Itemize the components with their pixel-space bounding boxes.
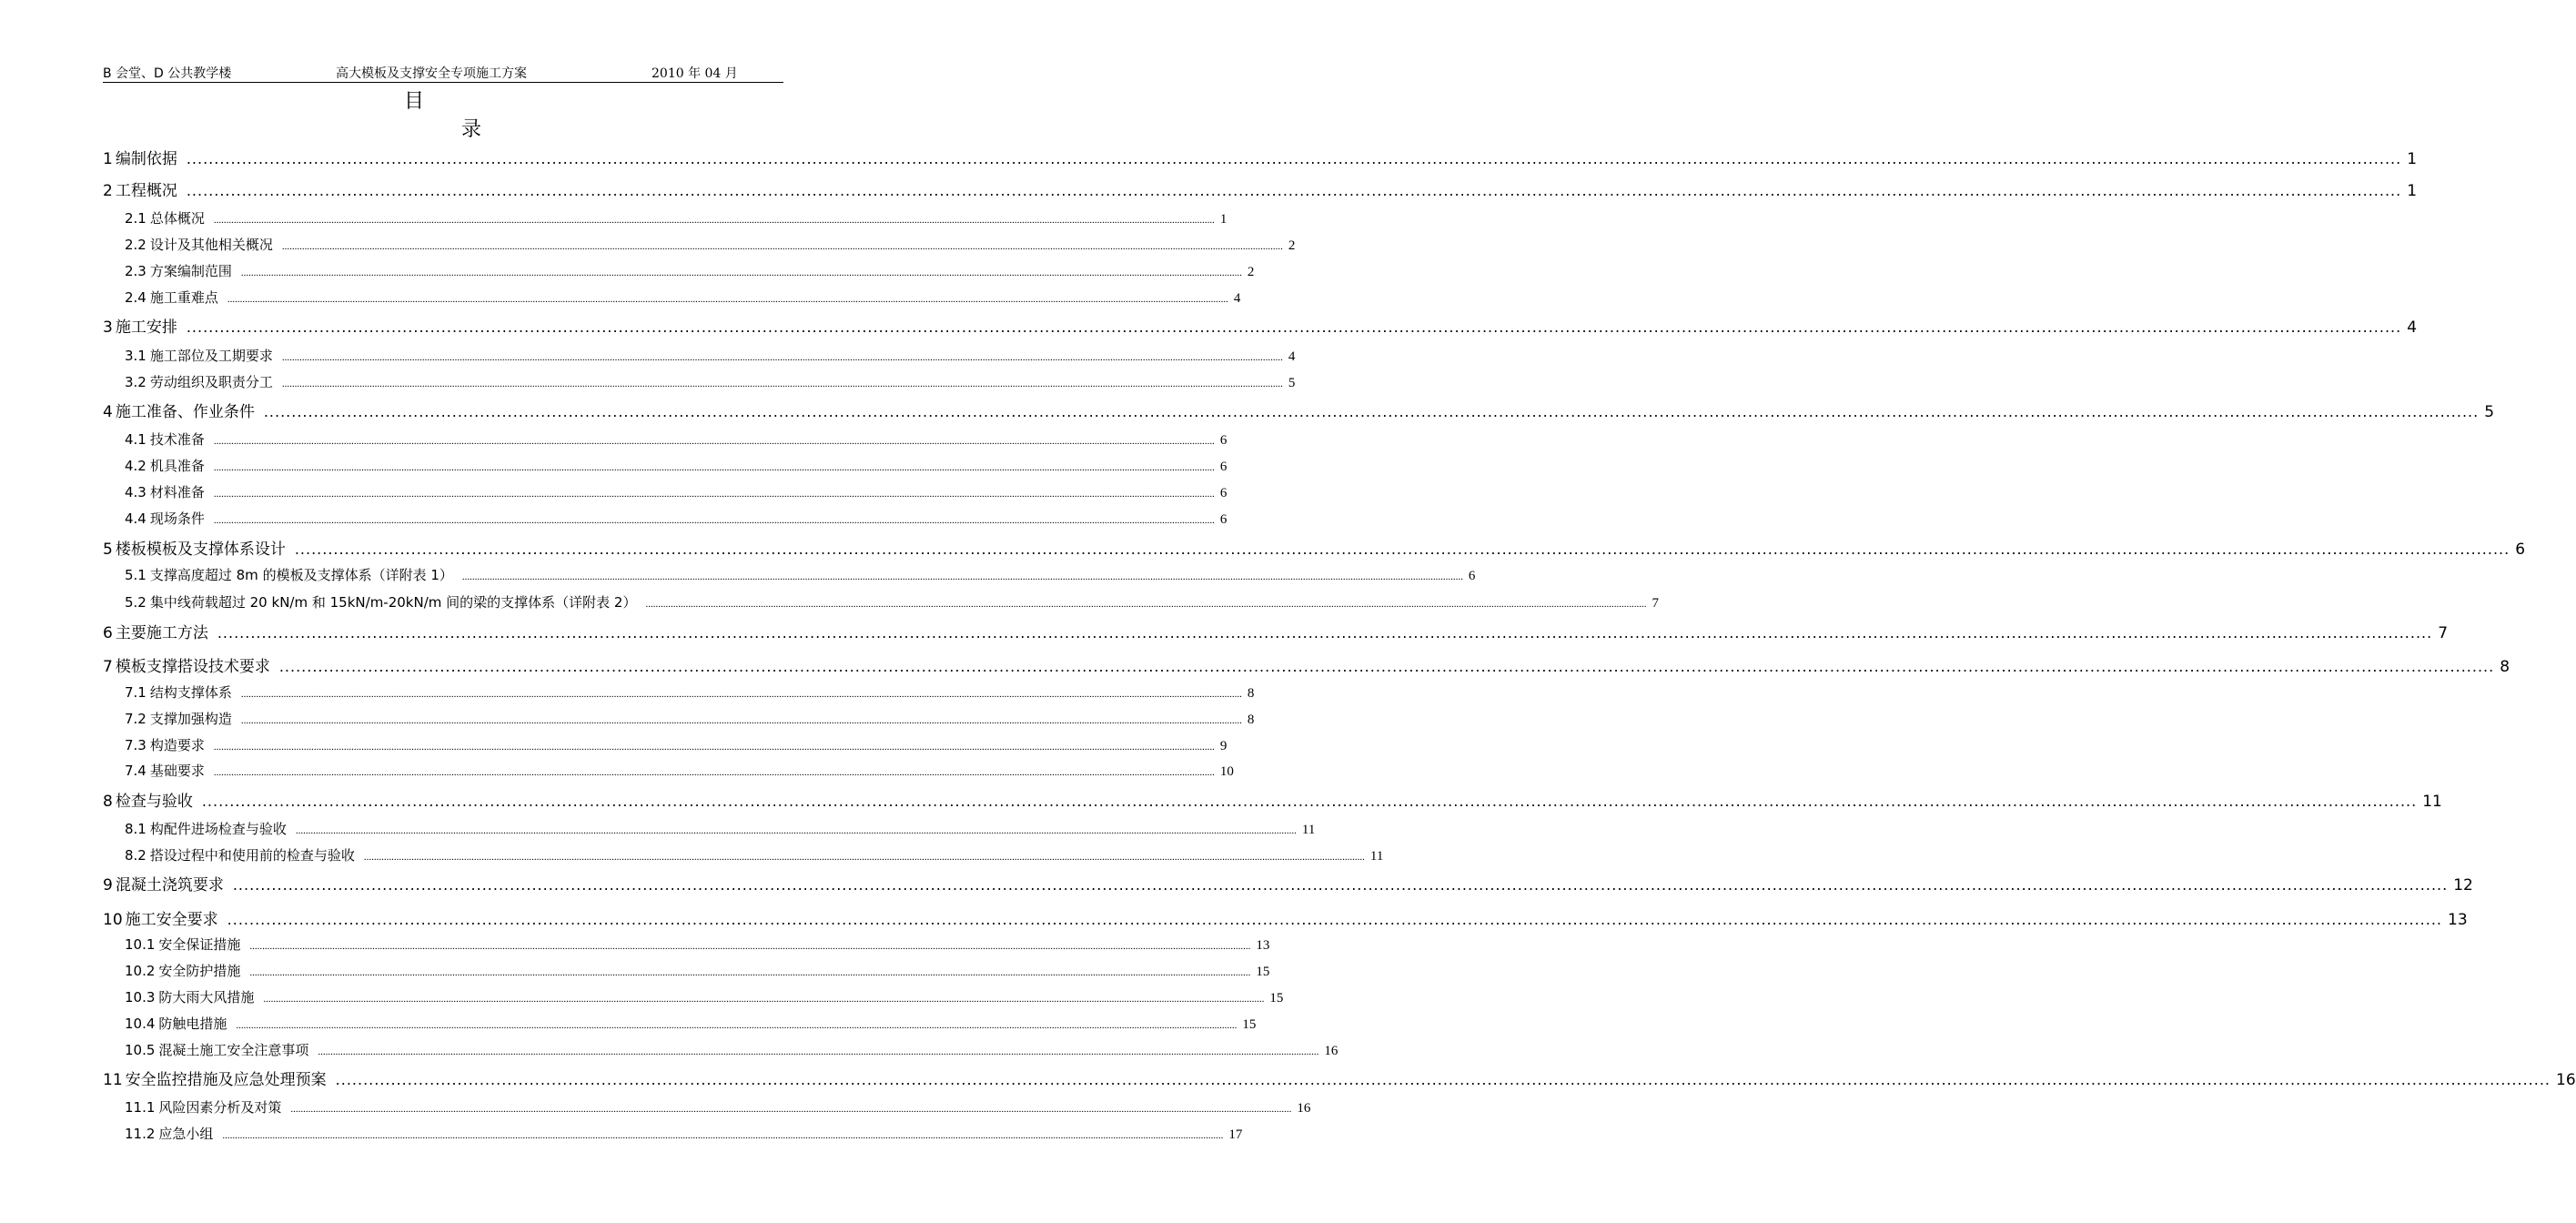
toc-page-number: 5 <box>1288 376 1296 390</box>
toc-chapter-entry[interactable] <box>103 314 2418 337</box>
toc-entry-label: 混凝土施工安全注意事项 <box>158 1042 309 1058</box>
toc-entry-number: 9 <box>103 876 113 895</box>
toc-chapter-entry[interactable] <box>103 653 2510 676</box>
toc-chapter-entry[interactable] <box>103 906 2468 929</box>
toc-section-entry[interactable] <box>125 1097 1311 1117</box>
toc-dot-leader: ................................................................................................................................................................................................................................................................................................................................................................................................................ <box>281 352 1283 363</box>
toc-dot-leader: ................................................................................................................................................................................................................................................................................................................................................................................................................ <box>213 742 1215 753</box>
toc-dot-leader: ................................................................................................................................................................................................................................................................................................................................................................................................................ <box>236 1020 1237 1031</box>
toc-entry-label: 主要施工方法 <box>115 624 208 642</box>
toc-dot-leader: ................................................................................................................................................................................................................................................................................................................................................................................................................ <box>213 489 1215 500</box>
toc-page-number: 16 <box>2556 1071 2576 1089</box>
toc-chapter-entry[interactable] <box>103 536 2526 559</box>
toc-entry-label: 劳动组织及职责分工 <box>149 374 273 390</box>
toc-section-entry[interactable] <box>125 1014 1257 1034</box>
toc-page-number: 15 <box>1242 1017 1257 1032</box>
toc-entry-number: 3.2 <box>125 374 146 390</box>
toc-page-number: 11 <box>1369 849 1384 864</box>
toc-page-number: 6 <box>1468 569 1476 583</box>
toc-entry-label: 工程概况 <box>115 182 177 200</box>
toc-section-entry[interactable] <box>125 961 1270 981</box>
toc-page-number: 13 <box>1256 938 1270 953</box>
toc-entry-number: 4 <box>103 403 113 421</box>
toc-page-number: 13 <box>2448 911 2468 929</box>
toc-page-number: 15 <box>1256 965 1270 979</box>
toc-chapter-entry[interactable] <box>103 177 2418 200</box>
toc-page-number: 4 <box>1288 349 1296 364</box>
toc-page-number: 11 <box>2422 793 2442 811</box>
toc-title-line1: 目 <box>404 90 425 113</box>
toc-section-entry[interactable] <box>125 709 1255 729</box>
toc-entry-number: 2 <box>103 182 113 200</box>
toc-entry-label: 楼板模板及支撑体系设计 <box>115 541 286 559</box>
toc-dot-leader: ................................................................................................................................................................................................................................................................................................................................................................................................................ <box>249 967 1251 978</box>
toc-dot-leader: ................................................................................................................................................................................................................................................................................................................................................................................................................ <box>461 571 1463 582</box>
toc-page-number: 6 <box>1219 460 1227 474</box>
toc-entry-number: 2.2 <box>125 237 146 253</box>
toc-dot-leader: ................................................................................................................................................................................................................................................................................................................................................................................................................ <box>201 793 2418 810</box>
toc-section-entry[interactable] <box>125 208 1227 228</box>
toc-entry-label: 检查与验收 <box>115 793 193 811</box>
toc-dot-leader: ................................................................................................................................................................................................................................................................................................................................................................................................................ <box>186 318 2402 336</box>
toc-dot-leader: ................................................................................................................................................................................................................................................................................................................................................................................................................ <box>213 462 1215 473</box>
toc-entry-label: 总体概况 <box>149 210 205 227</box>
toc-page-number: 8 <box>2500 658 2510 676</box>
toc-dot-leader: ................................................................................................................................................................................................................................................................................................................................................................................................................ <box>213 215 1215 226</box>
toc-entry-number: 5 <box>103 541 113 559</box>
toc-entry-label: 安全防护措施 <box>158 963 241 979</box>
toc-entry-number: 5.2 <box>125 594 146 611</box>
toc-entry-label: 基础要求 <box>149 763 205 779</box>
toc-entry-label: 安全监控措施及应急处理预案 <box>125 1071 327 1089</box>
toc-chapter-entry[interactable] <box>103 620 2449 642</box>
toc-dot-leader: ................................................................................................................................................................................................................................................................................................................................................................................................................ <box>227 294 1228 305</box>
toc-section-entry[interactable] <box>125 682 1255 702</box>
toc-entry-number: 2.4 <box>125 289 146 306</box>
toc-dot-leader: ................................................................................................................................................................................................................................................................................................................................................................................................................ <box>281 379 1283 389</box>
toc-entry-label: 技术准备 <box>149 431 205 448</box>
toc-entry-number: 10.4 <box>125 1016 156 1032</box>
toc-page-number: 6 <box>1219 512 1227 527</box>
toc-section-entry[interactable] <box>125 482 1227 502</box>
toc-entry-label: 施工部位及工期要求 <box>149 348 273 364</box>
toc-entry-label: 机具准备 <box>149 458 205 474</box>
toc-entry-number: 7.3 <box>125 737 146 753</box>
toc-page-number: 15 <box>1269 991 1284 1006</box>
toc-entry-label: 安全保证措施 <box>158 936 241 953</box>
toc-entry-label: 设计及其他相关概况 <box>149 237 273 253</box>
toc-dot-leader: ................................................................................................................................................................................................................................................................................................................................................................................................................ <box>222 1130 1224 1141</box>
toc-entry-number: 7.1 <box>125 684 146 701</box>
toc-section-entry[interactable] <box>125 592 1659 612</box>
toc-page-number: 4 <box>2407 318 2418 337</box>
toc-dot-leader: ................................................................................................................................................................................................................................................................................................................................................................................................................ <box>290 1104 1292 1115</box>
toc-section-entry[interactable] <box>125 565 1476 585</box>
toc-page-number: 6 <box>2515 541 2526 559</box>
toc-entry-label: 现场条件 <box>149 510 205 527</box>
toc-entry-number: 4.1 <box>125 431 146 448</box>
toc-entry-number: 11.2 <box>125 1126 156 1142</box>
toc-entry-label: 构配件进场检查与验收 <box>149 821 287 837</box>
toc-entry-number: 8 <box>103 793 113 811</box>
toc-chapter-entry[interactable] <box>103 788 2442 811</box>
toc-entry-label: 支撑加强构造 <box>149 711 232 727</box>
toc-entry-number: 2.3 <box>125 263 146 279</box>
toc-dot-leader: ................................................................................................................................................................................................................................................................................................................................................................................................................ <box>249 941 1251 952</box>
toc-entry-number: 4.4 <box>125 510 146 527</box>
toc-entry-label: 方案编制范围 <box>149 263 232 279</box>
toc-page-number: 7 <box>1652 596 1659 611</box>
toc-dot-leader: ................................................................................................................................................................................................................................................................................................................................................................................................................ <box>213 515 1215 526</box>
toc-entry-label: 防触电措施 <box>158 1016 227 1032</box>
toc-page-number: 1 <box>2407 150 2418 168</box>
toc-entry-number: 4.2 <box>125 458 146 474</box>
toc-section-entry[interactable] <box>125 430 1227 450</box>
toc-page-number: 16 <box>1297 1101 1311 1116</box>
toc-dot-leader: ................................................................................................................................................................................................................................................................................................................................................................................................................ <box>363 852 1365 863</box>
toc-entry-label: 结构支撑体系 <box>149 684 232 701</box>
toc-section-entry[interactable] <box>125 761 1234 781</box>
toc-section-entry[interactable] <box>125 935 1270 955</box>
toc-entry-number: 3.1 <box>125 348 146 364</box>
toc-entry-label: 材料准备 <box>149 484 205 500</box>
toc-dot-leader: ................................................................................................................................................................................................................................................................................................................................................................................................................ <box>217 624 2433 642</box>
toc-dot-leader: ................................................................................................................................................................................................................................................................................................................................................................................................................ <box>240 715 1242 726</box>
toc-page-number: 1 <box>1219 212 1227 227</box>
toc-chapter-entry[interactable] <box>103 146 2418 168</box>
toc-page-number: 4 <box>1233 291 1241 306</box>
toc-entry-label: 施工安全要求 <box>125 911 218 929</box>
toc-section-entry[interactable] <box>125 1040 1339 1060</box>
toc-dot-leader: ................................................................................................................................................................................................................................................................................................................................................................................................................ <box>232 876 2449 894</box>
toc-entry-label: 搭设过程中和使用前的检查与验收 <box>149 847 355 864</box>
header-project: B 会堂、D 公共教学楼 <box>103 66 232 81</box>
toc-section-entry[interactable] <box>125 235 1296 255</box>
toc-dot-leader: ................................................................................................................................................................................................................................................................................................................................................................................................................ <box>263 994 1265 1005</box>
toc-dot-leader: ................................................................................................................................................................................................................................................................................................................................................................................................................ <box>294 541 2510 558</box>
toc-entry-label: 集中线荷载超过 20 kN/m 和 15kN/m-20kN/m 间的梁的支撑体系（详附表 2） <box>149 594 637 611</box>
toc-dot-leader: ................................................................................................................................................................................................................................................................................................................................................................................................................ <box>240 689 1242 700</box>
header-doc-title: 高大模板及支撑安全专项施工方案 <box>336 66 527 81</box>
toc-entry-number: 7 <box>103 658 113 676</box>
toc-chapter-entry[interactable] <box>103 399 2495 421</box>
toc-chapter-entry[interactable] <box>103 1066 2576 1089</box>
toc-dot-leader: ................................................................................................................................................................................................................................................................................................................................................................................................................ <box>240 268 1242 278</box>
toc-dot-leader: ................................................................................................................................................................................................................................................................................................................................................................................................................ <box>645 599 1647 610</box>
toc-section-entry[interactable] <box>125 372 1296 392</box>
toc-title-line2: 录 <box>461 118 482 141</box>
toc-entry-number: 11.1 <box>125 1099 156 1116</box>
toc-entry-label: 风险因素分析及对策 <box>158 1099 282 1116</box>
toc-page-number: 10 <box>1219 764 1234 779</box>
toc-entry-label: 构造要求 <box>149 737 205 753</box>
toc-section-entry[interactable] <box>125 987 1284 1007</box>
toc-entry-label: 混凝土浇筑要求 <box>115 876 224 895</box>
page-header <box>103 62 783 83</box>
toc-dot-leader: ................................................................................................................................................................................................................................................................................................................................................................................................................ <box>213 436 1215 447</box>
toc-entry-number: 7.4 <box>125 763 146 779</box>
toc-entry-number: 8.2 <box>125 847 146 864</box>
toc-entry-number: 4.3 <box>125 484 146 500</box>
toc-entry-number: 10.1 <box>125 936 156 953</box>
toc-section-entry[interactable] <box>125 735 1227 755</box>
toc-entry-label: 施工安排 <box>115 318 177 337</box>
toc-page-number: 7 <box>2438 624 2449 642</box>
toc-dot-leader: ................................................................................................................................................................................................................................................................................................................................................................................................................ <box>263 403 2480 420</box>
toc-dot-leader: ................................................................................................................................................................................................................................................................................................................................................................................................................ <box>281 241 1283 252</box>
toc-entry-label: 施工准备、作业条件 <box>115 403 255 421</box>
header-date: 2010 年 04 月 <box>652 66 738 81</box>
toc-entry-label: 防大雨大风措施 <box>158 989 255 1006</box>
toc-entry-number: 1 <box>103 150 113 168</box>
toc-page-number: 12 <box>2453 876 2473 895</box>
toc-section-entry[interactable] <box>125 456 1227 476</box>
toc-entry-label: 施工重难点 <box>149 289 218 306</box>
toc-page-number: 2 <box>1288 238 1296 253</box>
toc-section-entry[interactable] <box>125 819 1316 839</box>
toc-entry-number: 8.1 <box>125 821 146 837</box>
toc-dot-leader: ................................................................................................................................................................................................................................................................................................................................................................................................................ <box>335 1071 2551 1088</box>
toc-dot-leader: ................................................................................................................................................................................................................................................................................................................................................................................................................ <box>213 767 1215 778</box>
toc-page-number: 6 <box>1219 486 1227 500</box>
toc-page-number: 8 <box>1247 686 1255 701</box>
toc-dot-leader: ................................................................................................................................................................................................................................................................................................................................................................................................................ <box>227 911 2443 928</box>
toc-page-number: 17 <box>1228 1127 1243 1142</box>
toc-page-number: 1 <box>2407 182 2418 200</box>
toc-section-entry[interactable] <box>125 509 1227 529</box>
toc-page-number: 2 <box>1247 265 1255 279</box>
toc-page-number: 8 <box>1247 713 1255 727</box>
toc-entry-label: 模板支撑搭设技术要求 <box>115 658 270 676</box>
toc-section-entry[interactable] <box>125 845 1384 865</box>
toc-entry-number: 11 <box>103 1071 123 1089</box>
toc-entry-label: 支撑高度超过 8m 的模板及支撑体系（详附表 1） <box>149 567 453 583</box>
toc-page-number: 16 <box>1324 1044 1339 1058</box>
toc-section-entry[interactable] <box>125 261 1255 281</box>
toc-entry-number: 5.1 <box>125 567 146 583</box>
toc-dot-leader: ................................................................................................................................................................................................................................................................................................................................................................................................................ <box>278 658 2495 675</box>
toc-entry-number: 10.2 <box>125 963 156 979</box>
toc-dot-leader: ................................................................................................................................................................................................................................................................................................................................................................................................................ <box>318 1046 1319 1057</box>
toc-entry-number: 6 <box>103 624 113 642</box>
toc-entry-number: 7.2 <box>125 711 146 727</box>
toc-entry-number: 2.1 <box>125 210 146 227</box>
toc-page-number: 9 <box>1219 739 1227 753</box>
toc-section-entry[interactable] <box>125 1124 1243 1144</box>
toc-entry-number: 10 <box>103 911 123 929</box>
toc-entry-number: 10.3 <box>125 989 156 1006</box>
toc-entry-label: 编制依据 <box>115 150 177 168</box>
toc-section-entry[interactable] <box>125 346 1296 366</box>
toc-entry-label: 应急小组 <box>158 1126 214 1142</box>
toc-chapter-entry[interactable] <box>103 872 2473 895</box>
toc-entry-number: 10.5 <box>125 1042 156 1058</box>
toc-page-number: 11 <box>1301 823 1316 837</box>
toc-dot-leader: ................................................................................................................................................................................................................................................................................................................................................................................................................ <box>186 182 2402 199</box>
toc-entry-number: 3 <box>103 318 113 337</box>
toc-dot-leader: ................................................................................................................................................................................................................................................................................................................................................................................................................ <box>295 825 1297 836</box>
toc-page-number: 6 <box>1219 433 1227 448</box>
toc-page-number: 5 <box>2484 403 2495 421</box>
toc-dot-leader: ................................................................................................................................................................................................................................................................................................................................................................................................................ <box>186 150 2402 167</box>
toc-section-entry[interactable] <box>125 288 1241 308</box>
